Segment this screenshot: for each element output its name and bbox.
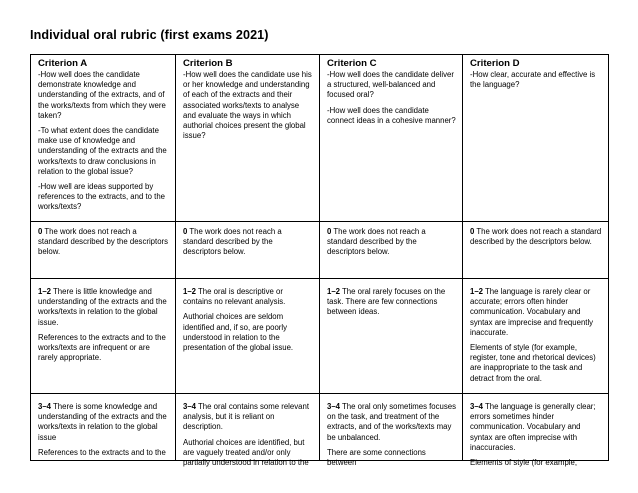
- band-0-criterion-a: [31, 222, 176, 279]
- descriptor-text: The oral rarely focuses on the task. There are few connections between ideas.: [327, 287, 446, 317]
- band-3-4-criterion-a: [31, 394, 176, 461]
- criterion-c-question: -How well does the candidate connect ideas in a cohesive manner?: [327, 105, 456, 125]
- criterion-a-question: -How well are ideas supported by references to the extracts, and to the works/texts?: [38, 182, 165, 212]
- band-1-2-criterion-c: [320, 279, 463, 394]
- band-3-4-criterion-c: [320, 394, 463, 468]
- criterion-c-heading: Criterion C: [327, 58, 377, 69]
- band-1-2-criterion-a: [31, 279, 176, 394]
- descriptor-text: References to the extracts and to the works/texts are infrequent or are rarely appropriate.: [38, 332, 166, 363]
- band-0-criterion-c: [320, 222, 463, 279]
- descriptor-text: The language is rarely clear or accurate; errors often hinder communication. Vocabulary and syntax are imprecise and frequently inaccurate.: [470, 287, 594, 337]
- criterion-b-cell: [176, 55, 320, 222]
- descriptor-text: There are some connections between: [327, 447, 426, 468]
- descriptor-text: Elements of style (for example,: [470, 458, 578, 468]
- page-title: Individual oral rubric (first exams 2021): [30, 28, 269, 42]
- band-number: 1–2: [470, 287, 484, 296]
- band-number: 1–2: [183, 287, 197, 296]
- criterion-b-question: -How well does the candidate use his or her knowledge and understanding of each of the extracts and their associated works/texts to analyse and evaluate the ways in which authorial choices present the global issue?: [183, 70, 312, 141]
- descriptor-text: There is some knowledge and understanding of the extracts and the works/texts in relation to the global issue: [38, 402, 167, 442]
- criterion-b-heading: Criterion B: [183, 58, 233, 69]
- band-number: 1–2: [327, 287, 341, 296]
- descriptor-text: There is little knowledge and understanding of the extracts and the works/texts in relation to the global issue.: [38, 287, 167, 327]
- descriptor-text: The work does not reach a standard described by the descriptors below.: [327, 227, 426, 257]
- rubric-table: [30, 54, 609, 468]
- descriptor-text: The work does not reach a standard described by the descriptors below.: [183, 227, 282, 257]
- descriptor-text: The language is generally clear; errors sometimes hinder communication. Vocabulary and syntax are often imprecise with inaccuracies.: [470, 402, 596, 452]
- criterion-a-cell: [31, 55, 176, 222]
- band-1-2-criterion-d: [463, 279, 609, 394]
- descriptor-text: The oral is descriptive or contains no relevant analysis.: [183, 287, 286, 307]
- band-number: 3–4: [327, 402, 341, 411]
- band-number: 0: [38, 227, 43, 236]
- criterion-a-heading: Criterion A: [38, 58, 88, 69]
- criterion-d-heading: Criterion D: [470, 58, 520, 69]
- band-number: 0: [327, 227, 332, 236]
- descriptor-text: Authorial choices are identified, but are vaguely treated and/or only partially understood in relation to the: [183, 437, 309, 468]
- descriptor-text: The oral contains some relevant analysis, but it is reliant on description.: [183, 402, 309, 432]
- band-3-4-criterion-b: [176, 394, 320, 468]
- band-0-criterion-d: [463, 222, 609, 279]
- criterion-c-question: -How well does the candidate deliver a structured, well-balanced and focused oral?: [327, 70, 454, 100]
- band-1-2-criterion-b: [176, 279, 320, 394]
- band-1-2-row: [31, 279, 609, 394]
- criterion-c-cell: [320, 55, 463, 222]
- band-number: 3–4: [470, 402, 484, 411]
- criterion-d-cell: [463, 55, 609, 222]
- descriptor-text: The oral only sometimes focuses on the task, and treatment of the extracts, and of the works/texts may be unbalanced.: [327, 402, 457, 442]
- descriptor-text: The work does not reach a standard described by the descriptors below.: [38, 227, 169, 257]
- band-3-4-row: [31, 394, 609, 461]
- band-number: 0: [470, 227, 475, 236]
- criterion-a-question: -How well does the candidate demonstrate knowledge and understanding of the extracts, and of the works/texts from which they were taken?: [38, 70, 166, 120]
- band-number: 1–2: [38, 287, 52, 296]
- descriptor-text: The work does not reach a standard described by the descriptors below.: [470, 227, 602, 247]
- criterion-a-question: -To what extent does the candidate make use of knowledge and understanding of the extracts and the works/texts to draw conclusions in relation to the global issue?: [38, 126, 167, 176]
- descriptor-text: Authorial choices are seldom identified and, if so, are poorly understood in relation to the presentation of the global issue.: [183, 312, 294, 353]
- criteria-header-row: [31, 55, 609, 222]
- descriptor-text: Elements of style (for example, register, tone and rhetorical devices) are inappropriate to the task and detract from the oral.: [470, 343, 596, 383]
- descriptor-text: References to the extracts and to the: [38, 447, 166, 457]
- band-0-criterion-b: [176, 222, 320, 279]
- band-number: 3–4: [183, 402, 197, 411]
- band-0-row: [31, 222, 609, 279]
- criterion-d-question: -How clear, accurate and effective is the language?: [470, 70, 596, 90]
- band-3-4-criterion-d: [463, 394, 609, 468]
- band-number: 3–4: [38, 402, 52, 411]
- band-number: 0: [183, 227, 188, 236]
